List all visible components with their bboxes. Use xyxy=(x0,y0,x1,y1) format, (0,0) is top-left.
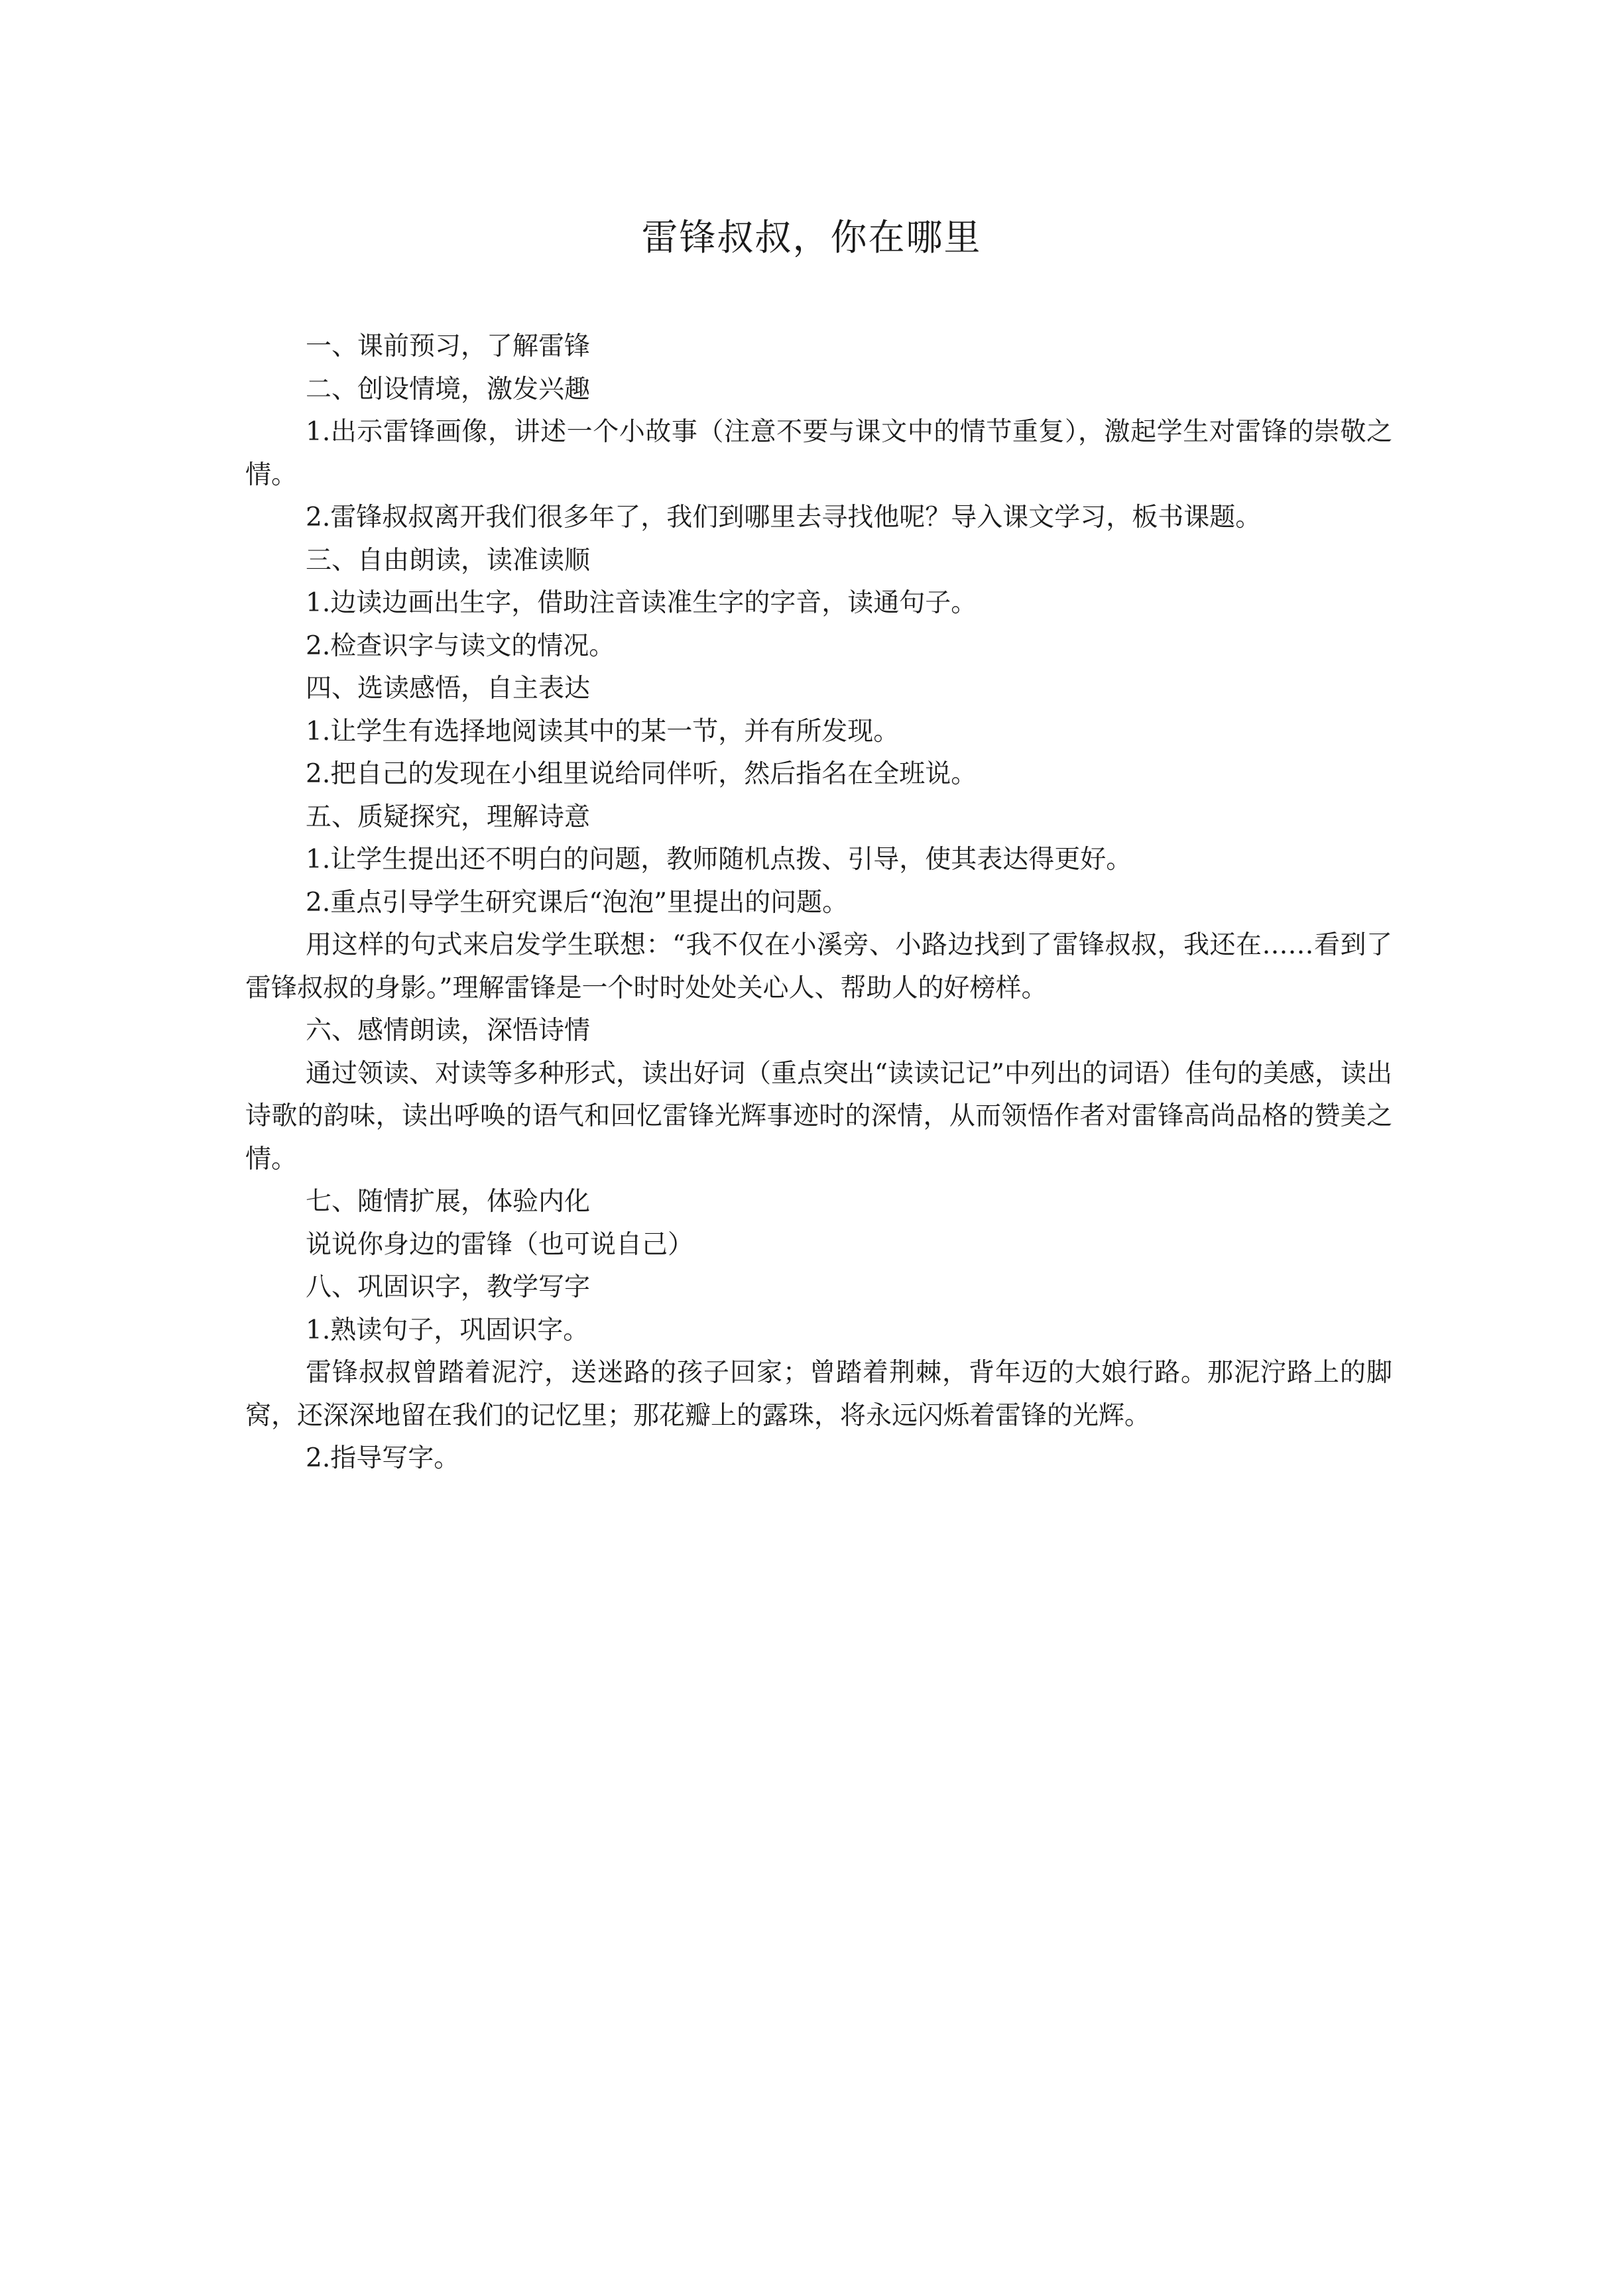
heading-extension: 七、随情扩展，体验内化 xyxy=(306,1187,591,1217)
heading-emotional-reading: 六、感情朗读，深悟诗情 xyxy=(306,1016,591,1046)
heading-writing: 八、巩固识字，教学写字 xyxy=(306,1272,591,1302)
document-title: 雷锋叔叔，你在哪里 xyxy=(641,216,982,259)
heading-expression: 四、选读感悟，自主表达 xyxy=(306,674,591,703)
paragraph: 2.检查识字与读文的情况。 xyxy=(306,631,615,661)
paragraph: 1.熟读句子，巩固识字。 xyxy=(306,1315,589,1345)
heading-inquiry: 五、质疑探究，理解诗意 xyxy=(306,802,591,832)
paragraph: 用这样的句式来启发学生联想：“我不仅在小溪旁、小路边找到了雷锋叔叔，我还在……看到了雷锋叔叔的身影。”理解雷锋是一个时时处处关心人、帮助人的好榜样。 xyxy=(245,930,1392,1003)
paragraph: 2.把自己的发现在小组里说给同伴听，然后指名在全班说。 xyxy=(306,759,977,789)
paragraph: 说说你身边的雷锋（也可说自己） xyxy=(306,1229,694,1260)
paragraph: 2.指导写字。 xyxy=(306,1443,460,1473)
paragraph: 1.让学生提出还不明白的问题，教师随机点拨、引导，使其表达得更好。 xyxy=(306,845,1132,875)
paragraph: 1.边读边画出生字，借助注音读准生字的字音，读通句子。 xyxy=(306,588,977,618)
paragraph: 1.出示雷锋画像，讲述一个小故事（注意不要与课文中的情节重复），激起学生对雷锋的崇敬之情。 xyxy=(245,417,1392,490)
paragraph: 1.让学生有选择地阅读其中的某一节，并有所发现。 xyxy=(306,716,900,747)
paragraph: 2.重点引导学生研究课后“泡泡”里提出的问题。 xyxy=(306,887,849,918)
paragraph: 雷锋叔叔曾踏着泥泞，送迷路的孩子回家；曾踏着荆棘，背年迈的大娘行路。那泥泞路上的脚窝，还深深地留在我们的记忆里；那花瓣上的露珠，将永远闪烁着雷锋的光辉。 xyxy=(245,1358,1392,1431)
heading-reading: 三、自由朗读，读准读顺 xyxy=(306,545,591,575)
heading-situation: 二、创设情境，激发兴趣 xyxy=(306,374,591,404)
paragraph: 2.雷锋叔叔离开我们很多年了，我们到哪里去寻找他呢？导入课文学习，板书课题。 xyxy=(306,503,1262,532)
heading-preview: 一、课前预习，了解雷锋 xyxy=(306,332,591,361)
paragraph: 通过领读、对读等多种形式，读出好词（重点突出“读读记记”中列出的词语）佳句的美感，读出诗歌的韵味，读出呼唤的语气和回忆雷锋光辉事迹时的深情，从而领悟作者对雷锋高尚品格的赞美之情。 xyxy=(245,1058,1392,1174)
document-body xyxy=(245,326,1392,1480)
